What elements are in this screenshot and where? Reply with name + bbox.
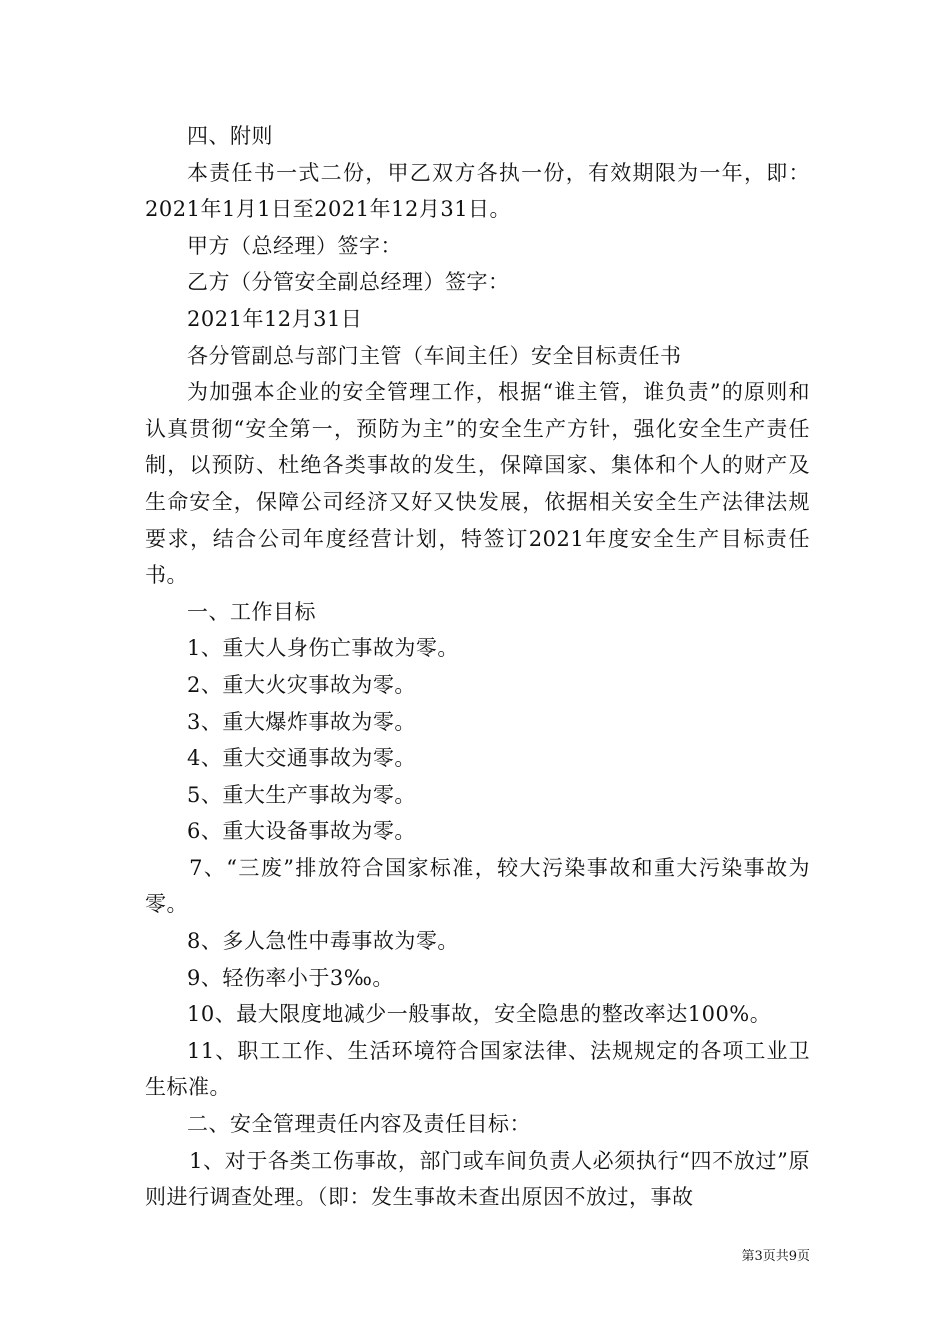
goal-item-1: 1、重大人身伤亡事故为零。 [187, 636, 459, 661]
page-number: 第3页共9页 [741, 1249, 810, 1264]
goal-item-7: 7、“三废”排放符合国家标准，较大污染事故和重大污染事故为零。 [145, 855, 810, 917]
goal-item-8: 8、多人急性中毒事故为零。 [187, 929, 459, 954]
goal-item-4: 4、重大交通事故为零。 [187, 746, 416, 771]
signature-party-b: 乙方（分管安全副总经理）签字： [187, 270, 510, 295]
goal-item-10: 10、最大限度地减少一般事故，安全隐患的整改率达100%。 [187, 1002, 772, 1027]
signature-party-a: 甲方（总经理）签字： [187, 233, 402, 258]
goal-item-11: 11、职工工作、生活环境符合国家法律、法规规定的各项工业卫生标准。 [145, 1038, 810, 1100]
section-heading-goals: 一、工作目标 [187, 599, 316, 624]
section-heading-appendix: 四、附则 [187, 124, 273, 148]
document-title: 各分管副总与部门主管（车间主任）安全目标责任书 [187, 343, 682, 368]
goal-item-9: 9、轻伤率小于3‰。 [187, 965, 394, 990]
document-body [145, 118, 810, 1216]
goal-item-6: 6、重大设备事故为零。 [187, 819, 416, 844]
section-heading-responsibilities: 二、安全管理责任内容及责任目标： [187, 1112, 531, 1137]
paragraph-validity: 本责任书一式二份，甲乙双方各执一份，有效期限为一年，即：2021年1月1日至2021年12月31日。 [145, 160, 810, 222]
goal-item-3: 3、重大爆炸事故为零。 [187, 709, 416, 734]
responsibility-item-1: 1、对于各类工伤事故，部门或车间负责人必须执行“四不放过”原则进行调查处理。（即：发生事故未查出原因不放过，事故 [145, 1148, 810, 1210]
goal-item-2: 2、重大火灾事故为零。 [187, 672, 416, 697]
goal-item-5: 5、重大生产事故为零。 [187, 782, 416, 807]
paragraph-intro: 为加强本企业的安全管理工作，根据“谁主管，谁负责”的原则和认真贯彻“安全第一，预防为主”的安全生产方针，强化安全生产责任制，以预防、杜绝各类事故的发生，保障国家、集体和个人的财产及生命安全，保障公司经济又好又快发展，依据相关安全生产法律法规要求，结合公司年度经营计划，特签订2021年度安全生产目标责任书。 [145, 380, 810, 588]
signature-date: 2021年12月31日 [187, 306, 363, 331]
